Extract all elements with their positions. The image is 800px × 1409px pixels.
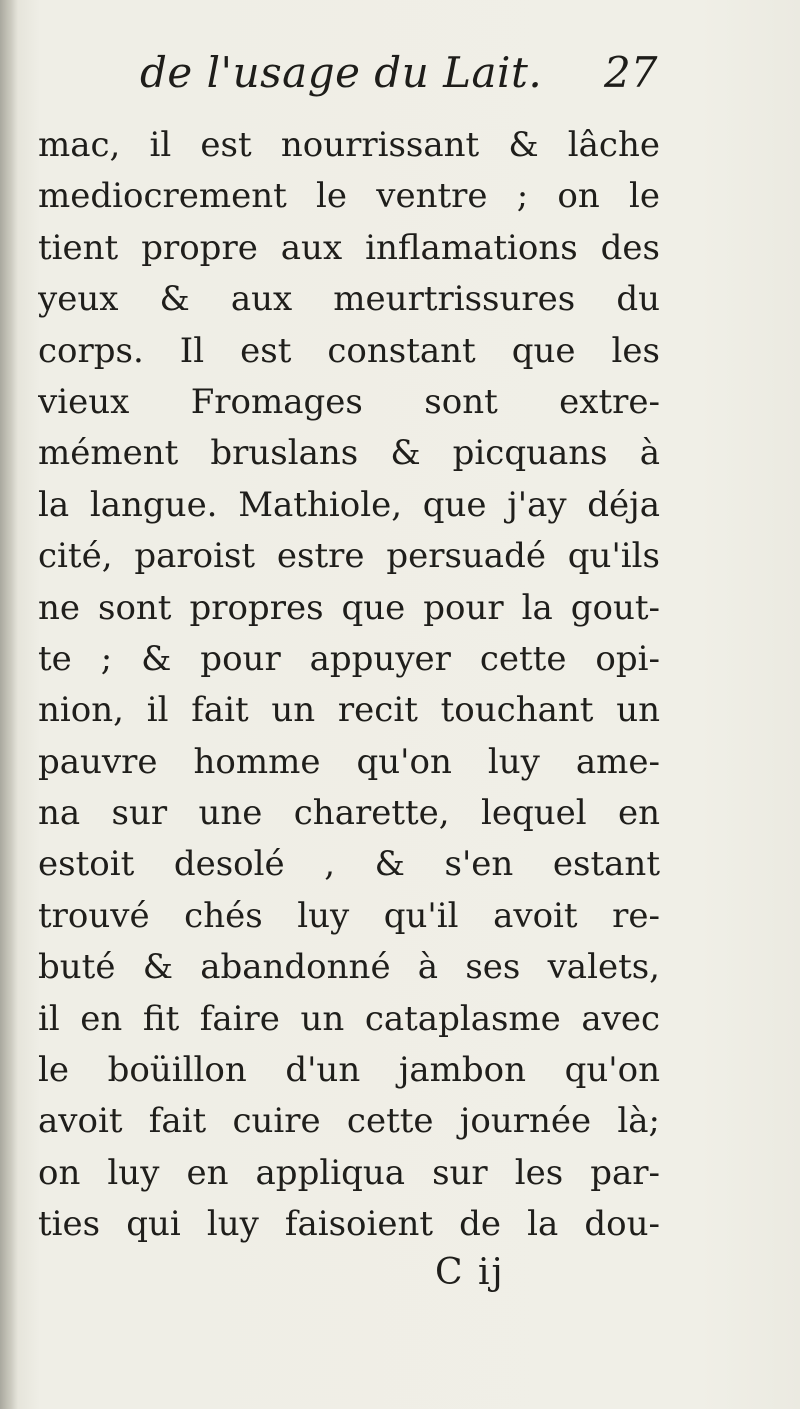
text-line: mediocrement le ventre ; on le [38, 176, 660, 217]
page-number: 27 [604, 48, 658, 97]
text-line: buté & abandonné à ses valets, [38, 947, 660, 988]
text-line: corps. Il est constant que les [38, 330, 660, 371]
text-line: avoit fait cuire cette journée là; [38, 1101, 660, 1142]
text-line: estoit desolé , & s'en estant [38, 844, 660, 885]
running-head-title: de l'usage du Lait. [140, 48, 543, 97]
text-line: te ; & pour appuyer cette opi- [38, 638, 660, 679]
text-line: vieux Fromages sont extre- [38, 381, 660, 422]
text-line: pauvre homme qu'on luy ame- [38, 741, 660, 782]
text-line: le boüillon d'un jambon qu'on [38, 1050, 660, 1091]
page-gutter-shadow [0, 0, 18, 1409]
running-head [0, 48, 800, 108]
text-line: on luy en appliqua sur les par- [38, 1152, 660, 1193]
text-line: mément bruslans & picquans à [38, 433, 660, 474]
text-line: tient propre aux inflamations des [38, 227, 660, 268]
body-text [38, 120, 660, 1251]
text-line: cité, paroist estre persuadé qu'ils [38, 536, 660, 577]
text-line: ties qui luy faisoient de la dou- [38, 1204, 660, 1245]
text-line: il en fit faire un cataplasme avec [38, 998, 660, 1039]
text-line: yeux & aux meurtrissures du [38, 279, 660, 320]
text-line: nion, il fait un recit touchant un [38, 690, 660, 731]
text-line: na sur une charette, lequel en [38, 793, 660, 834]
text-line: la langue. Mathiole, que j'ay déja [38, 484, 660, 525]
text-line: trouvé chés luy qu'il avoit re- [38, 895, 660, 936]
signature-mark: C ij [435, 1252, 505, 1293]
text-line: ne sont propres que pour la gout- [38, 587, 660, 628]
text-line: mac, il est nourrissant & lâche [38, 125, 660, 165]
